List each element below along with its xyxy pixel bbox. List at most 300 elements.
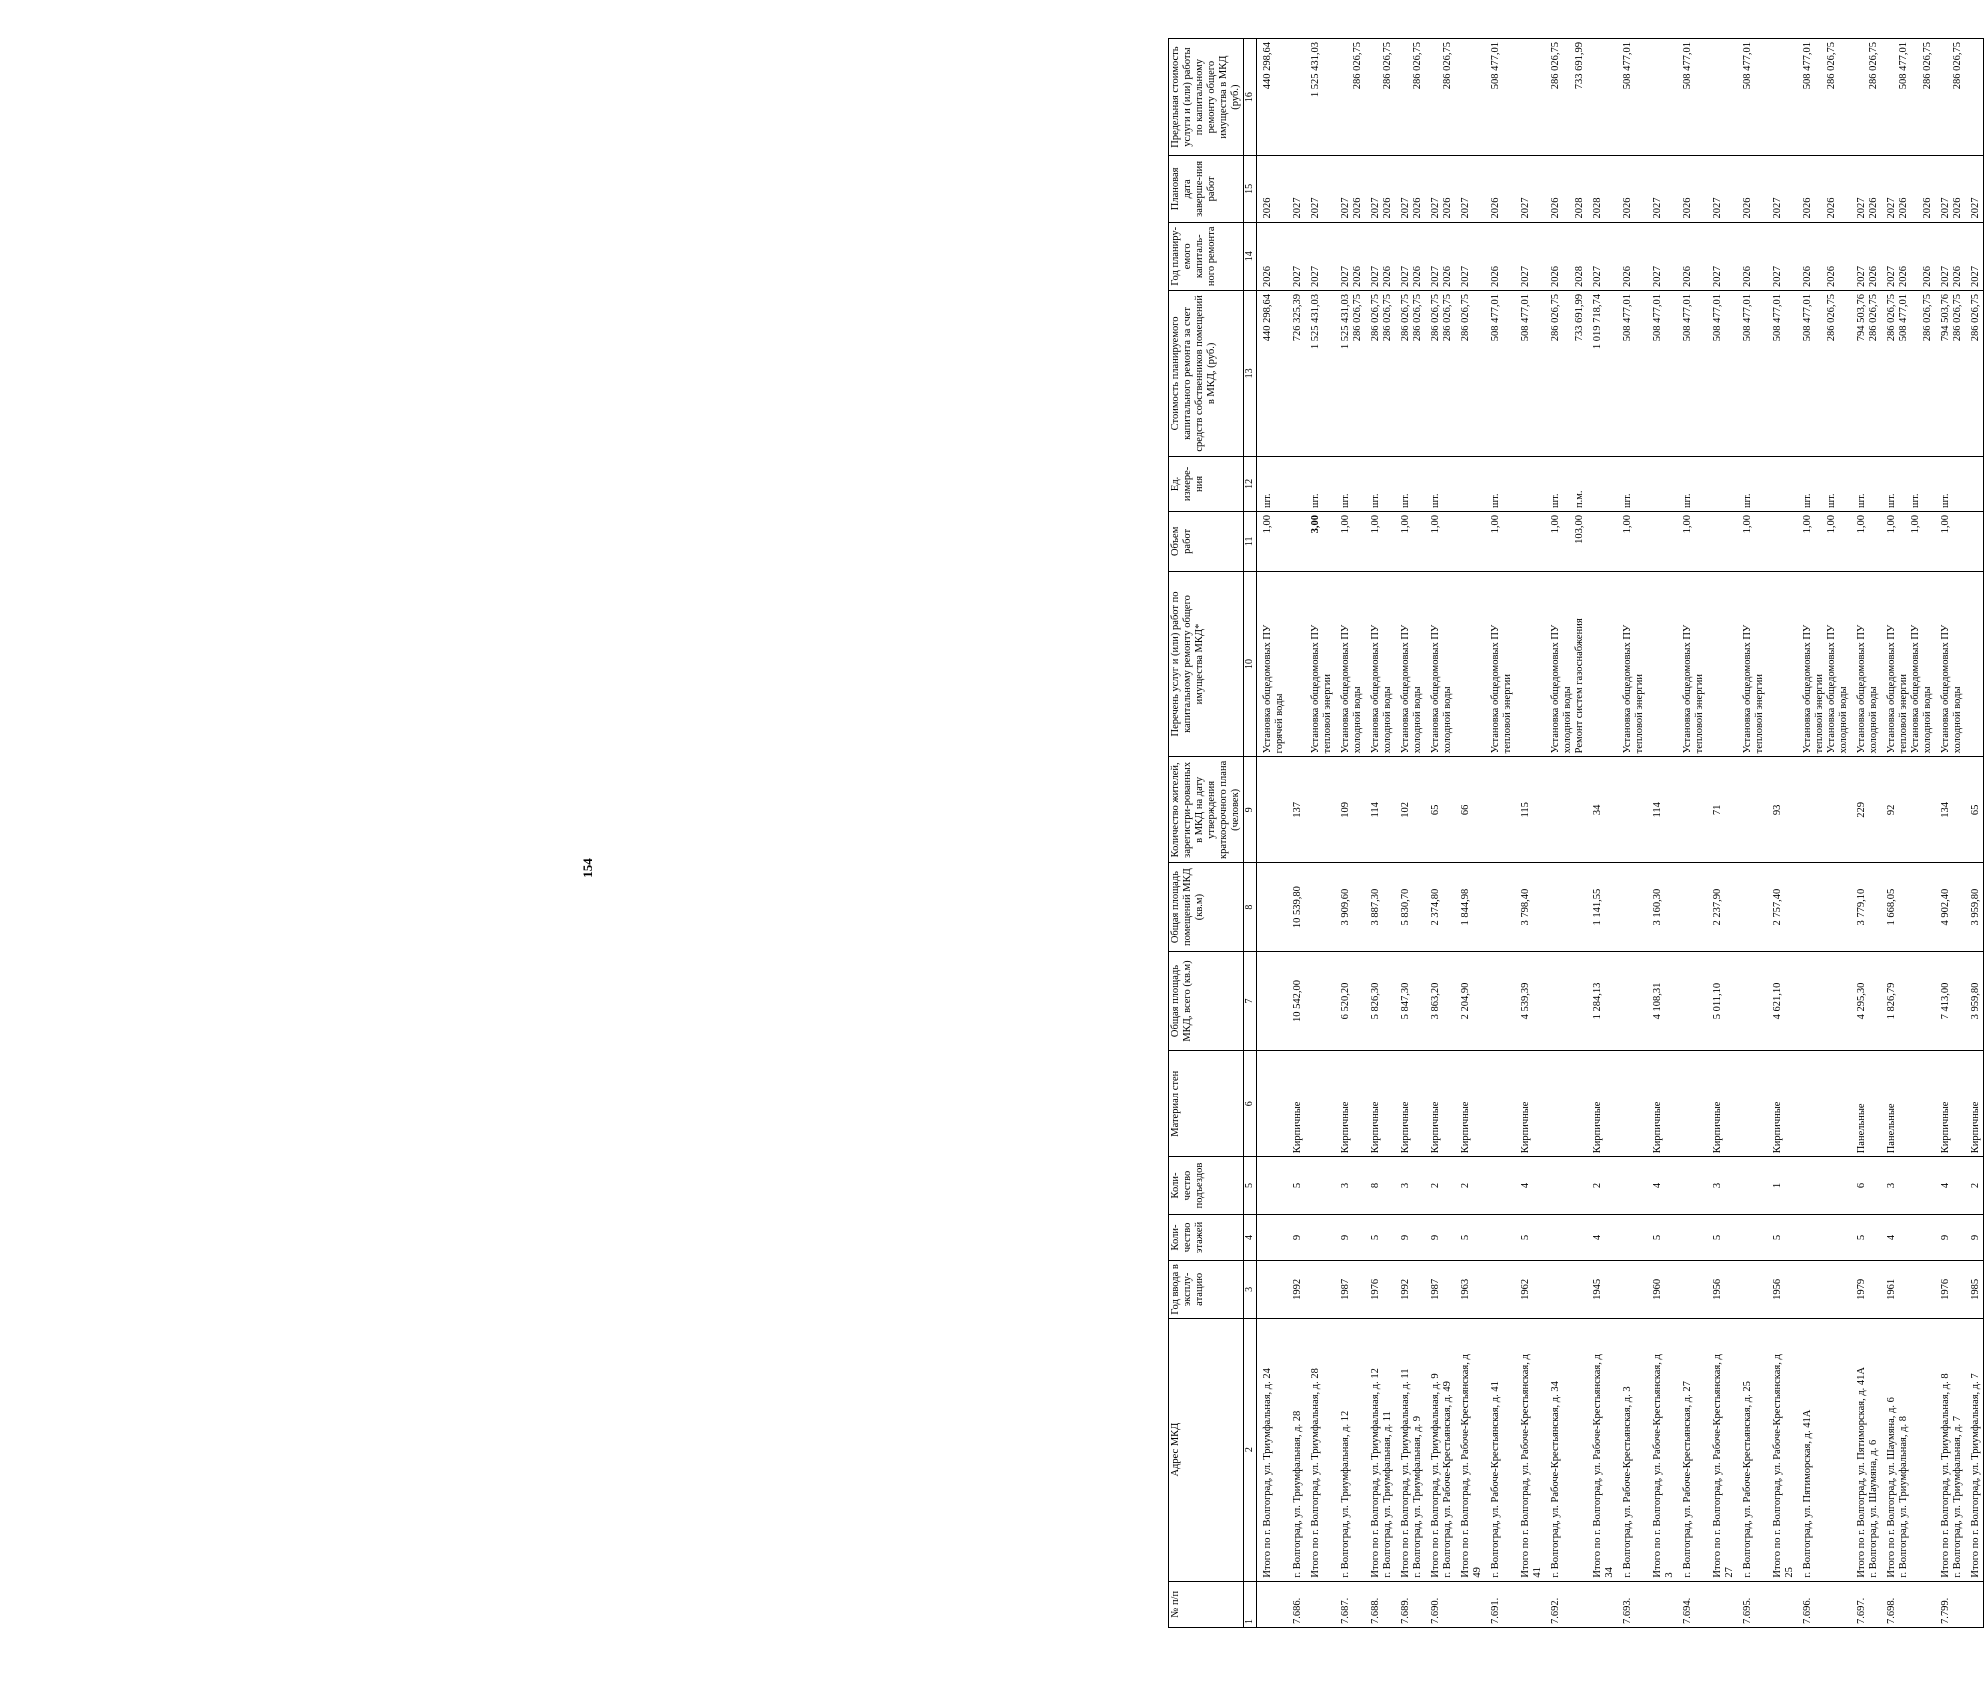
cell-wall-material: Кирпичные	[1647, 1051, 1677, 1157]
cell-residents	[1485, 757, 1515, 863]
cell-row-number	[1257, 1581, 1288, 1627]
cell-cost-line: 508 477,01	[1802, 294, 1813, 342]
cell-unit-line: шт.	[1886, 493, 1897, 509]
cell-plan-year	[1365, 222, 1395, 291]
cell-cost-line: 794 503,76	[1856, 294, 1867, 342]
table-row	[1935, 39, 1965, 1628]
cell-wall-material	[1677, 1051, 1707, 1157]
cell-row-number	[1515, 1581, 1545, 1627]
table-row	[1287, 39, 1305, 1628]
cell-limit-cost	[1851, 39, 1881, 156]
cell-year-built: 1979	[1851, 1261, 1881, 1318]
cell-row-number: 7.698.	[1881, 1581, 1935, 1627]
cell-residents: 65	[1965, 757, 1984, 863]
page-number: 154	[580, 858, 595, 878]
cell-entrances: 2	[1425, 1157, 1455, 1214]
cell-plan-year	[1707, 222, 1737, 291]
cell-address	[1287, 1318, 1305, 1581]
cell-end-date-line	[1562, 159, 1574, 218]
cell-end-date-line: 2028	[1592, 197, 1603, 219]
cell-residents: 65	[1425, 757, 1455, 863]
cell-end-date	[1425, 156, 1455, 222]
cell-volume-line: 1,00	[1826, 515, 1837, 534]
cell-plan-year-line: 2026	[1262, 266, 1273, 288]
cell-wall-material	[1617, 1051, 1647, 1157]
cell-volume	[1677, 512, 1707, 572]
cell-address-line: Итого по г. Волгоград, ул. Триумфальная, д. 24	[1262, 1368, 1273, 1578]
cell-plan-year	[1851, 222, 1881, 291]
cell-year-built: 1945	[1587, 1261, 1617, 1318]
cell-row-number: 7.687.	[1335, 1581, 1365, 1627]
cell-address	[1257, 1318, 1288, 1581]
cell-unit-line: шт.	[1340, 493, 1351, 509]
cell-address-line: 49	[1472, 1567, 1483, 1578]
cell-premises-area: 2 374,80	[1425, 863, 1455, 951]
cell-unit	[1515, 456, 1545, 511]
cell-plan-year-line	[1910, 226, 1922, 288]
cell-works-list	[1395, 571, 1425, 757]
cell-volume-line: 3,00	[1310, 515, 1321, 534]
cell-unit	[1851, 456, 1881, 511]
cell-floors: 9	[1287, 1214, 1305, 1260]
cell-wall-material	[1485, 1051, 1515, 1157]
column-header-15: Плановая дата заверше-ния работ	[1169, 156, 1244, 222]
cell-row-number	[1455, 1581, 1485, 1627]
cell-address-line: г. Волгоград, ул. Триумфальная, д. 11	[1382, 1411, 1393, 1578]
cell-limit-cost	[1425, 39, 1455, 156]
cell-cost-line: 733 691,99	[1574, 294, 1585, 342]
cell-end-date	[1707, 156, 1737, 222]
cell-floors: 9	[1935, 1214, 1965, 1260]
cell-plan-year	[1587, 222, 1617, 291]
cell-wall-material: Кирпичные	[1335, 1051, 1365, 1157]
cell-floors	[1545, 1214, 1587, 1260]
column-number-15: 15	[1244, 156, 1257, 222]
cell-volume	[1707, 512, 1737, 572]
column-header-6: Материал стен	[1169, 1051, 1244, 1157]
cell-plan-year	[1425, 222, 1455, 291]
cell-volume	[1797, 512, 1851, 572]
cell-unit	[1335, 456, 1365, 511]
cell-address	[1851, 1318, 1881, 1581]
cell-volume-line	[1562, 515, 1574, 568]
cell-works-list-line: холодной воды	[1442, 686, 1453, 754]
cell-address	[1881, 1318, 1935, 1581]
column-number-14: 14	[1244, 222, 1257, 291]
cell-unit	[1365, 456, 1395, 511]
cell-volume-line: 1,00	[1340, 515, 1351, 534]
cell-works-list-line: Установка общедомовых ПУ	[1340, 624, 1351, 754]
column-header-12: Ед. измере-ния	[1169, 456, 1244, 511]
cell-premises-area: 3 887,30	[1365, 863, 1395, 951]
cell-plan-year-line: 2027	[1340, 266, 1351, 288]
cell-unit-line	[1562, 460, 1574, 508]
cell-end-date	[1287, 156, 1305, 222]
cell-end-date-line	[1814, 159, 1826, 218]
cell-limit-cost	[1455, 39, 1485, 156]
cell-cost	[1707, 291, 1737, 457]
cell-end-date	[1515, 156, 1545, 222]
cell-works-list	[1335, 571, 1365, 757]
cell-entrances: 2	[1587, 1157, 1617, 1214]
cell-total-area: 5 826,30	[1365, 951, 1395, 1050]
cell-end-date-line: 2027	[1712, 197, 1723, 219]
column-header-10: Перечень услуг и (или) работ по капитальному ремонту общего имущества МКД*	[1169, 571, 1244, 757]
cell-unit	[1935, 456, 1965, 511]
cell-plan-year-line: 2026	[1952, 266, 1963, 288]
cell-unit	[1677, 456, 1707, 511]
cell-cost-line: 1 525 431,03	[1310, 294, 1321, 350]
column-header-16: Предельная стоимость услуги и (или) работы по капитальному ремонту общего имущества в МКД (руб.)	[1169, 39, 1244, 156]
cell-total-area	[1545, 951, 1587, 1050]
cell-end-date	[1365, 156, 1395, 222]
cell-volume-line: 1,00	[1400, 515, 1411, 534]
cell-cost-line: 286 026,75	[1886, 294, 1897, 342]
cell-volume	[1515, 512, 1545, 572]
cell-cost	[1677, 291, 1707, 457]
cell-cost-line: 286 026,75	[1412, 294, 1423, 342]
cell-cost-line: 508 477,01	[1742, 294, 1753, 342]
capital-repair-plan-table	[1168, 38, 1984, 1628]
cell-unit	[1767, 456, 1797, 511]
column-header-3: Год ввода в эксплу-атацию	[1169, 1261, 1244, 1318]
cell-unit	[1485, 456, 1515, 511]
cell-row-number: 7.688.	[1365, 1581, 1395, 1627]
cell-volume	[1395, 512, 1425, 572]
cell-end-date	[1965, 156, 1984, 222]
cell-limit-cost-line	[1430, 42, 1442, 152]
cell-end-date	[1545, 156, 1587, 222]
cell-limit-cost-line	[1562, 42, 1574, 152]
cell-floors: 5	[1851, 1214, 1881, 1260]
cell-address-line: Итого по г. Волгоград, ул. Рабоче-Крестьянская, д	[1592, 1354, 1603, 1578]
cell-unit-line: шт.	[1400, 493, 1411, 509]
cell-floors	[1797, 1214, 1851, 1260]
cell-limit-cost-line: 508 477,01	[1682, 42, 1693, 90]
cell-floors: 5	[1767, 1214, 1797, 1260]
cell-limit-cost-line	[1940, 42, 1952, 152]
cell-volume	[1305, 512, 1335, 572]
cell-total-area: 4 621,10	[1767, 951, 1797, 1050]
cell-address	[1707, 1318, 1737, 1581]
cell-plan-year-line	[1814, 226, 1826, 288]
cell-entrances	[1545, 1157, 1587, 1214]
cell-end-date	[1737, 156, 1767, 222]
cell-entrances: 2	[1455, 1157, 1485, 1214]
cell-total-area	[1797, 951, 1851, 1050]
cell-row-number	[1707, 1581, 1737, 1627]
cell-floors: 5	[1647, 1214, 1677, 1260]
cell-works-list-line: тепловой энергии	[1322, 673, 1333, 754]
cell-entrances: 8	[1365, 1157, 1395, 1214]
cell-volume	[1287, 512, 1305, 572]
cell-plan-year-line: 2027	[1712, 266, 1723, 288]
cell-end-date	[1335, 156, 1365, 222]
cell-unit	[1647, 456, 1677, 511]
cell-plan-year	[1797, 222, 1851, 291]
cell-wall-material: Кирпичные	[1707, 1051, 1737, 1157]
cell-volume-line: 1,00	[1910, 515, 1921, 534]
cell-cost-line: 286 026,75	[1370, 294, 1381, 342]
cell-volume	[1257, 512, 1288, 572]
cell-residents	[1257, 757, 1288, 863]
cell-end-date-line: 2027	[1856, 197, 1867, 219]
cell-cost	[1425, 291, 1455, 457]
cell-volume-line: 1,00	[1802, 515, 1813, 534]
cell-cost	[1617, 291, 1647, 457]
cell-cost	[1737, 291, 1767, 457]
cell-entrances: 4	[1647, 1157, 1677, 1214]
cell-end-date	[1485, 156, 1515, 222]
cell-limit-cost-line	[1340, 42, 1352, 152]
cell-residents: 93	[1767, 757, 1797, 863]
cell-residents: 109	[1335, 757, 1365, 863]
cell-cost-line: 508 477,01	[1712, 294, 1723, 342]
cell-premises-area: 3 160,30	[1647, 863, 1677, 951]
cell-premises-area	[1545, 863, 1587, 951]
cell-address-line: г. Волгоград, ул. Рабоче-Крестьянская, д. 34	[1550, 1381, 1561, 1578]
cell-works-list-line: тепловой энергии	[1634, 673, 1645, 754]
cell-plan-year-line: 2027	[1292, 266, 1303, 288]
cell-premises-area: 1 141,55	[1587, 863, 1617, 951]
cell-plan-year-line: 2026	[1622, 266, 1633, 288]
cell-end-date-line: 2027	[1370, 197, 1381, 219]
cell-works-list-line: холодной воды	[1352, 686, 1363, 754]
cell-entrances	[1305, 1157, 1335, 1214]
cell-limit-cost	[1677, 39, 1707, 156]
cell-year-built	[1485, 1261, 1515, 1318]
cell-unit	[1287, 456, 1305, 511]
cell-wall-material: Кирпичные	[1767, 1051, 1797, 1157]
cell-address-line: Итого по г. Волгоград, ул. Шаумяна, д. 6	[1886, 1397, 1897, 1578]
column-header-1: № п/п	[1169, 1581, 1244, 1627]
cell-cost-line: 286 026,75	[1352, 294, 1363, 342]
cell-address	[1365, 1318, 1395, 1581]
cell-wall-material: Кирпичные	[1425, 1051, 1455, 1157]
cell-year-built	[1737, 1261, 1767, 1318]
cell-address-line: г. Волгоград, ул. Шаумяна, д. 6	[1868, 1439, 1879, 1578]
cell-total-area	[1617, 951, 1647, 1050]
cell-plan-year-line: 2026	[1550, 266, 1561, 288]
cell-address	[1395, 1318, 1425, 1581]
table-row	[1767, 39, 1797, 1628]
cell-address-line: Итого по г. Волгоград, ул. Рабоче-Крестьянская, д	[1712, 1354, 1723, 1578]
cell-total-area: 5 011,10	[1707, 951, 1737, 1050]
table-row	[1647, 39, 1677, 1628]
cell-cost-line: 286 026,75	[1922, 294, 1933, 342]
cell-unit	[1425, 456, 1455, 511]
table-row	[1617, 39, 1647, 1628]
cell-cost-line: 508 477,01	[1898, 294, 1909, 342]
cell-cost-line: 726 325,39	[1292, 294, 1303, 342]
cell-address-line: г. Волгоград, ул. Рабоче-Крестьянская, д. 49	[1442, 1381, 1453, 1578]
cell-address	[1335, 1318, 1365, 1581]
cell-entrances	[1677, 1157, 1707, 1214]
cell-works-list	[1305, 571, 1335, 757]
column-number-12: 12	[1244, 456, 1257, 511]
cell-address-line: г. Волгоград, ул. Триумфальная, д. 8	[1898, 1416, 1909, 1578]
cell-year-built	[1545, 1261, 1587, 1318]
cell-limit-cost	[1287, 39, 1305, 156]
cell-plan-year	[1677, 222, 1707, 291]
cell-address-line: Итого по г. Волгоград, ул. Рабоче-Крестьянская, д	[1460, 1354, 1471, 1578]
cell-volume-line: 1,00	[1742, 515, 1753, 534]
cell-wall-material	[1797, 1051, 1851, 1157]
cell-limit-cost-line	[1856, 42, 1868, 152]
cell-works-list-line: Установка общедомовых ПУ	[1430, 624, 1441, 754]
cell-end-date-line: 2027	[1970, 197, 1981, 219]
cell-unit-line: шт.	[1742, 493, 1753, 509]
table-body	[1257, 39, 1984, 1628]
cell-unit	[1587, 456, 1617, 511]
cell-works-list	[1797, 571, 1851, 757]
cell-address-line: Итого по г. Волгоград, ул. Триумфальная, д. 9	[1430, 1373, 1441, 1578]
cell-volume-line: 1,00	[1682, 515, 1693, 534]
cell-end-date	[1797, 156, 1851, 222]
cell-cost-line	[1814, 294, 1826, 453]
cell-entrances	[1617, 1157, 1647, 1214]
cell-limit-cost	[1545, 39, 1587, 156]
column-number-1: 1	[1244, 1581, 1257, 1627]
cell-plan-year-line: 2026	[1412, 266, 1423, 288]
cell-residents: 34	[1587, 757, 1617, 863]
cell-year-built	[1617, 1261, 1647, 1318]
cell-end-date-line: 2026	[1412, 197, 1423, 219]
cell-volume	[1851, 512, 1881, 572]
cell-end-date	[1587, 156, 1617, 222]
cell-cost-line: 286 026,75	[1382, 294, 1393, 342]
cell-year-built: 1963	[1455, 1261, 1485, 1318]
cell-plan-year	[1935, 222, 1965, 291]
cell-plan-year-line: 2027	[1400, 266, 1411, 288]
cell-works-list	[1257, 571, 1288, 757]
column-number-2: 2	[1244, 1318, 1257, 1581]
cell-cost-line: 286 026,75	[1868, 294, 1879, 342]
cell-end-date-line: 2027	[1430, 197, 1441, 219]
cell-year-built: 1976	[1935, 1261, 1965, 1318]
cell-unit	[1455, 456, 1485, 511]
cell-address-line: г. Волгоград, ул. Триумфальная, д. 28	[1292, 1410, 1303, 1578]
cell-total-area: 2 204,90	[1455, 951, 1485, 1050]
cell-end-date-line	[1910, 159, 1922, 218]
cell-total-area: 4 295,30	[1851, 951, 1881, 1050]
cell-residents: 115	[1515, 757, 1545, 863]
cell-premises-area: 3 909,60	[1335, 863, 1365, 951]
cell-works-list-line: холодной воды	[1382, 686, 1393, 754]
cell-address	[1617, 1318, 1647, 1581]
cell-premises-area	[1677, 863, 1707, 951]
cell-volume	[1935, 512, 1965, 572]
cell-address	[1677, 1318, 1707, 1581]
cell-works-list-line: Установка общедомовых ПУ	[1622, 624, 1633, 754]
cell-volume-line: 1,00	[1856, 515, 1867, 534]
cell-entrances: 3	[1395, 1157, 1425, 1214]
cell-volume-line	[1898, 515, 1910, 568]
cell-works-list-line: тепловой энергии	[1814, 673, 1825, 754]
table-row	[1737, 39, 1767, 1628]
cell-volume	[1617, 512, 1647, 572]
cell-floors	[1257, 1214, 1288, 1260]
cell-cost-line	[1562, 294, 1574, 453]
cell-entrances: 5	[1287, 1157, 1305, 1214]
cell-volume-line: 1,00	[1430, 515, 1441, 534]
cell-end-date-line: 2026	[1682, 197, 1693, 219]
cell-unit	[1395, 456, 1425, 511]
cell-plan-year-line: 2027	[1430, 266, 1441, 288]
cell-address-line: г. Волгоград, ул. Триумфальная, д. 7	[1952, 1416, 1963, 1578]
cell-limit-cost-line	[1400, 42, 1412, 152]
cell-limit-cost-line: 286 026,75	[1868, 42, 1879, 90]
cell-volume	[1965, 512, 1984, 572]
cell-limit-cost-line: 508 477,01	[1802, 42, 1813, 90]
cell-floors: 9	[1965, 1214, 1984, 1260]
cell-row-number: 7.693.	[1617, 1581, 1647, 1627]
cell-plan-year	[1965, 222, 1984, 291]
cell-entrances: 3	[1707, 1157, 1737, 1214]
cell-total-area: 1 284,13	[1587, 951, 1617, 1050]
cell-limit-cost-line	[1910, 42, 1922, 152]
cell-plan-year-line: 2027	[1460, 266, 1471, 288]
cell-premises-area: 2 237,90	[1707, 863, 1737, 951]
cell-unit	[1737, 456, 1767, 511]
cell-plan-year-line: 2026	[1898, 266, 1909, 288]
cell-row-number: 7.697.	[1851, 1581, 1881, 1627]
cell-plan-year-line: 2027	[1772, 266, 1783, 288]
cell-unit	[1797, 456, 1851, 511]
cell-works-list-line: Установка общедомовых ПУ	[1310, 624, 1321, 754]
cell-unit	[1965, 456, 1984, 511]
cell-cost	[1485, 291, 1515, 457]
cell-end-date-line: 2027	[1886, 197, 1897, 219]
cell-cost-line: 508 477,01	[1490, 294, 1501, 342]
cell-wall-material: Кирпичные	[1287, 1051, 1305, 1157]
cell-cost	[1647, 291, 1677, 457]
cell-entrances: 2	[1965, 1157, 1984, 1214]
cell-volume-line: 1,00	[1550, 515, 1561, 534]
cell-works-list-line: Установка общедомовых ПУ	[1856, 624, 1867, 754]
cell-plan-year	[1485, 222, 1515, 291]
cell-cost	[1287, 291, 1305, 457]
cell-plan-year	[1305, 222, 1335, 291]
column-number-5: 5	[1244, 1157, 1257, 1214]
cell-entrances: 6	[1851, 1157, 1881, 1214]
cell-limit-cost-line	[1370, 42, 1382, 152]
cell-plan-year-line: 2027	[1856, 266, 1867, 288]
cell-limit-cost-line: 286 026,75	[1352, 42, 1363, 90]
cell-works-list	[1287, 571, 1305, 757]
cell-total-area	[1677, 951, 1707, 1050]
cell-works-list-line: Ремонт систем газоснабжения	[1574, 618, 1585, 754]
cell-unit-line: шт.	[1802, 493, 1813, 509]
cell-cost-line: 508 477,01	[1622, 294, 1633, 342]
cell-address-line: 27	[1724, 1567, 1735, 1578]
cell-plan-year-line	[1562, 226, 1574, 288]
cell-works-list-line: Установка общедомовых ПУ	[1940, 624, 1951, 754]
cell-address-line: Итого по г. Волгоград, ул. Триумфальная, д. 7	[1970, 1373, 1981, 1578]
cell-end-date-line: 2027	[1940, 197, 1951, 219]
cell-cost	[1881, 291, 1935, 457]
cell-floors	[1485, 1214, 1515, 1260]
cell-wall-material: Кирпичные	[1965, 1051, 1984, 1157]
cell-address-line: 41	[1532, 1567, 1543, 1578]
cell-end-date-line: 2027	[1652, 197, 1663, 219]
cell-limit-cost-line: 286 026,75	[1550, 42, 1561, 90]
cell-residents	[1305, 757, 1335, 863]
cell-unit-line: шт.	[1826, 493, 1837, 509]
cell-volume	[1647, 512, 1677, 572]
cell-end-date	[1647, 156, 1677, 222]
cell-total-area: 3 959,80	[1965, 951, 1984, 1050]
